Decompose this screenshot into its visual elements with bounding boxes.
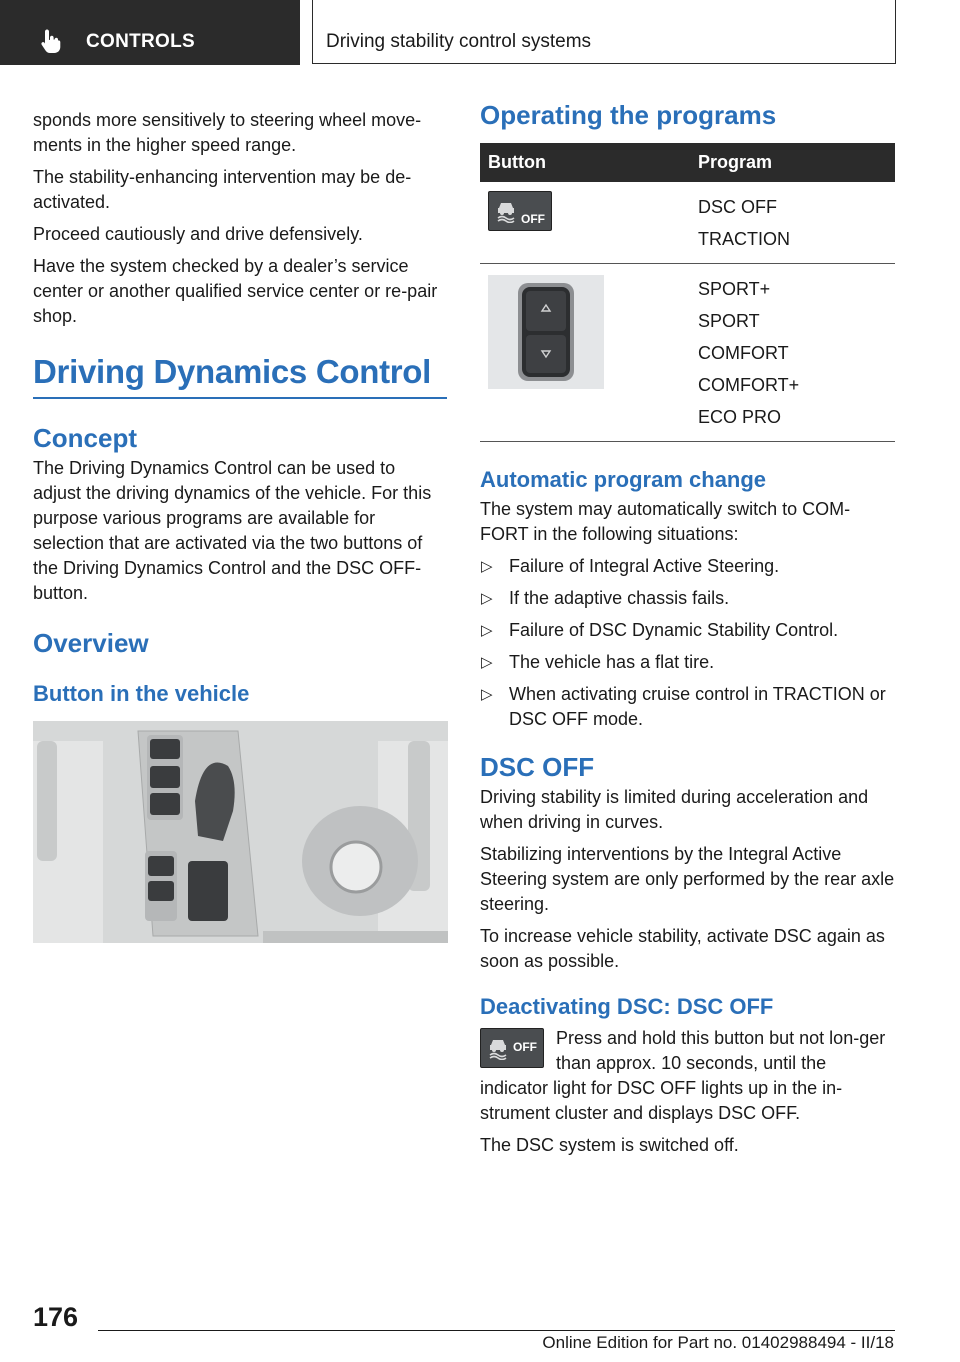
automatic-program-change-heading: Automatic program change <box>480 467 767 492</box>
auto-change-paragraph: The system may automatically switch to COM-FORT in the following situations: <box>480 499 851 544</box>
list-item-text: If the adaptive chassis fails. <box>509 588 730 608</box>
table-cell-program <box>690 264 895 442</box>
table-row <box>480 182 895 264</box>
dsc-off-icon-text: OFF <box>521 212 545 226</box>
rocker-switch-icon <box>488 275 604 389</box>
program-label: TRACTION <box>698 229 790 249</box>
deactivate-result: The DSC system is switched off. <box>480 1135 739 1155</box>
list-item-text: The vehicle has a flat tire. <box>509 652 715 672</box>
hand-pointer-icon <box>40 28 62 54</box>
deactivate-paragraph: Press and hold this button but not lon-ger than approx. 10 seconds, until the indicator light for DSC OFF lights up in the in-strument cluster and displays DSC OFF. <box>480 1028 886 1123</box>
dsc-off-icon-text: OFF <box>513 1040 537 1054</box>
intro-paragraph: The stability-enhancing intervention may be de-activated. <box>33 167 412 212</box>
program-label: SPORT <box>698 311 760 331</box>
bullet-triangle-icon: ▷ <box>481 590 493 607</box>
overview-heading: Overview <box>33 628 149 658</box>
table-cell-program <box>690 182 895 264</box>
deactivating-dsc-heading: Deactivating DSC: DSC OFF <box>480 994 774 1019</box>
left-column <box>33 108 447 943</box>
concept-heading: Concept <box>33 423 137 453</box>
operating-programs-heading: Operating the programs <box>480 100 777 130</box>
footer-divider <box>98 1330 895 1331</box>
program-label: ECO PRO <box>698 407 782 427</box>
list-item-text: When activating cruise control in TRACTION or DSC OFF mode. <box>509 684 886 729</box>
program-label: COMFORT <box>698 343 789 363</box>
program-label: COMFORT+ <box>698 375 800 395</box>
page-header <box>312 0 896 64</box>
deactivate-block <box>480 1026 895 1126</box>
list-item <box>480 650 895 675</box>
bullet-triangle-icon: ▷ <box>481 686 493 703</box>
bullet-triangle-icon: ▷ <box>481 622 493 639</box>
dsc-paragraph: Stabilizing interventions by the Integral Active Steering system are only performed by the rear axle steering. <box>480 844 895 914</box>
list-item <box>480 586 895 611</box>
button-in-vehicle-heading: Button in the vehicle <box>33 681 250 706</box>
right-column <box>480 100 895 1165</box>
list-item-text: Failure of Integral Active Steering. <box>509 556 780 576</box>
section-tab <box>0 0 300 65</box>
intro-paragraph: Proceed cautiously and drive defensively. <box>33 224 363 244</box>
bullet-triangle-icon: ▷ <box>481 558 493 575</box>
intro-paragraph: sponds more sensitively to steering wheel move-ments in the higher speed range. <box>33 110 422 155</box>
dsc-off-button-icon <box>488 191 552 231</box>
program-label: SPORT+ <box>698 279 771 299</box>
column-header-program: Program <box>690 143 895 182</box>
page-header-title: Driving stability control systems <box>326 31 592 52</box>
program-label: DSC OFF <box>698 197 777 217</box>
center-console-photo <box>33 721 448 943</box>
edition-footer: Online Edition for Part no. 01402988494 - II/18 <box>542 1333 894 1352</box>
list-item <box>480 682 895 732</box>
auto-change-list <box>480 554 895 732</box>
list-item <box>480 554 895 579</box>
table-header-row <box>480 143 895 182</box>
dsc-off-button-icon <box>480 1028 544 1068</box>
table-cell-button <box>480 264 690 442</box>
dsc-paragraph: To increase vehicle stability, activate DSC again as soon as possible. <box>480 926 885 971</box>
section-heading: Driving Dynamics Control <box>33 353 447 399</box>
intro-paragraph: Have the system checked by a dealer’s service center or another qualified service center or re-pair shop. <box>33 256 438 326</box>
concept-paragraph: The Driving Dynamics Control can be used to adjust the driving dynamics of the vehicle. For this purpose various programs are available for selection that are activated via the two buttons of the Driving Dynamics Control and the DSC OFF-button. <box>33 458 432 603</box>
bullet-triangle-icon: ▷ <box>481 654 493 671</box>
table-row <box>480 264 895 442</box>
programs-table <box>480 143 895 442</box>
list-item <box>480 618 895 643</box>
dsc-off-heading: DSC OFF <box>480 752 595 782</box>
column-header-button: Button <box>480 143 690 182</box>
list-item-text: Failure of DSC Dynamic Stability Control. <box>509 620 839 640</box>
dsc-paragraph: Driving stability is limited during acceleration and when driving in curves. <box>480 787 869 832</box>
page-number: 176 <box>33 1302 79 1332</box>
table-cell-button <box>480 182 690 264</box>
section-label: CONTROLS <box>86 31 196 52</box>
